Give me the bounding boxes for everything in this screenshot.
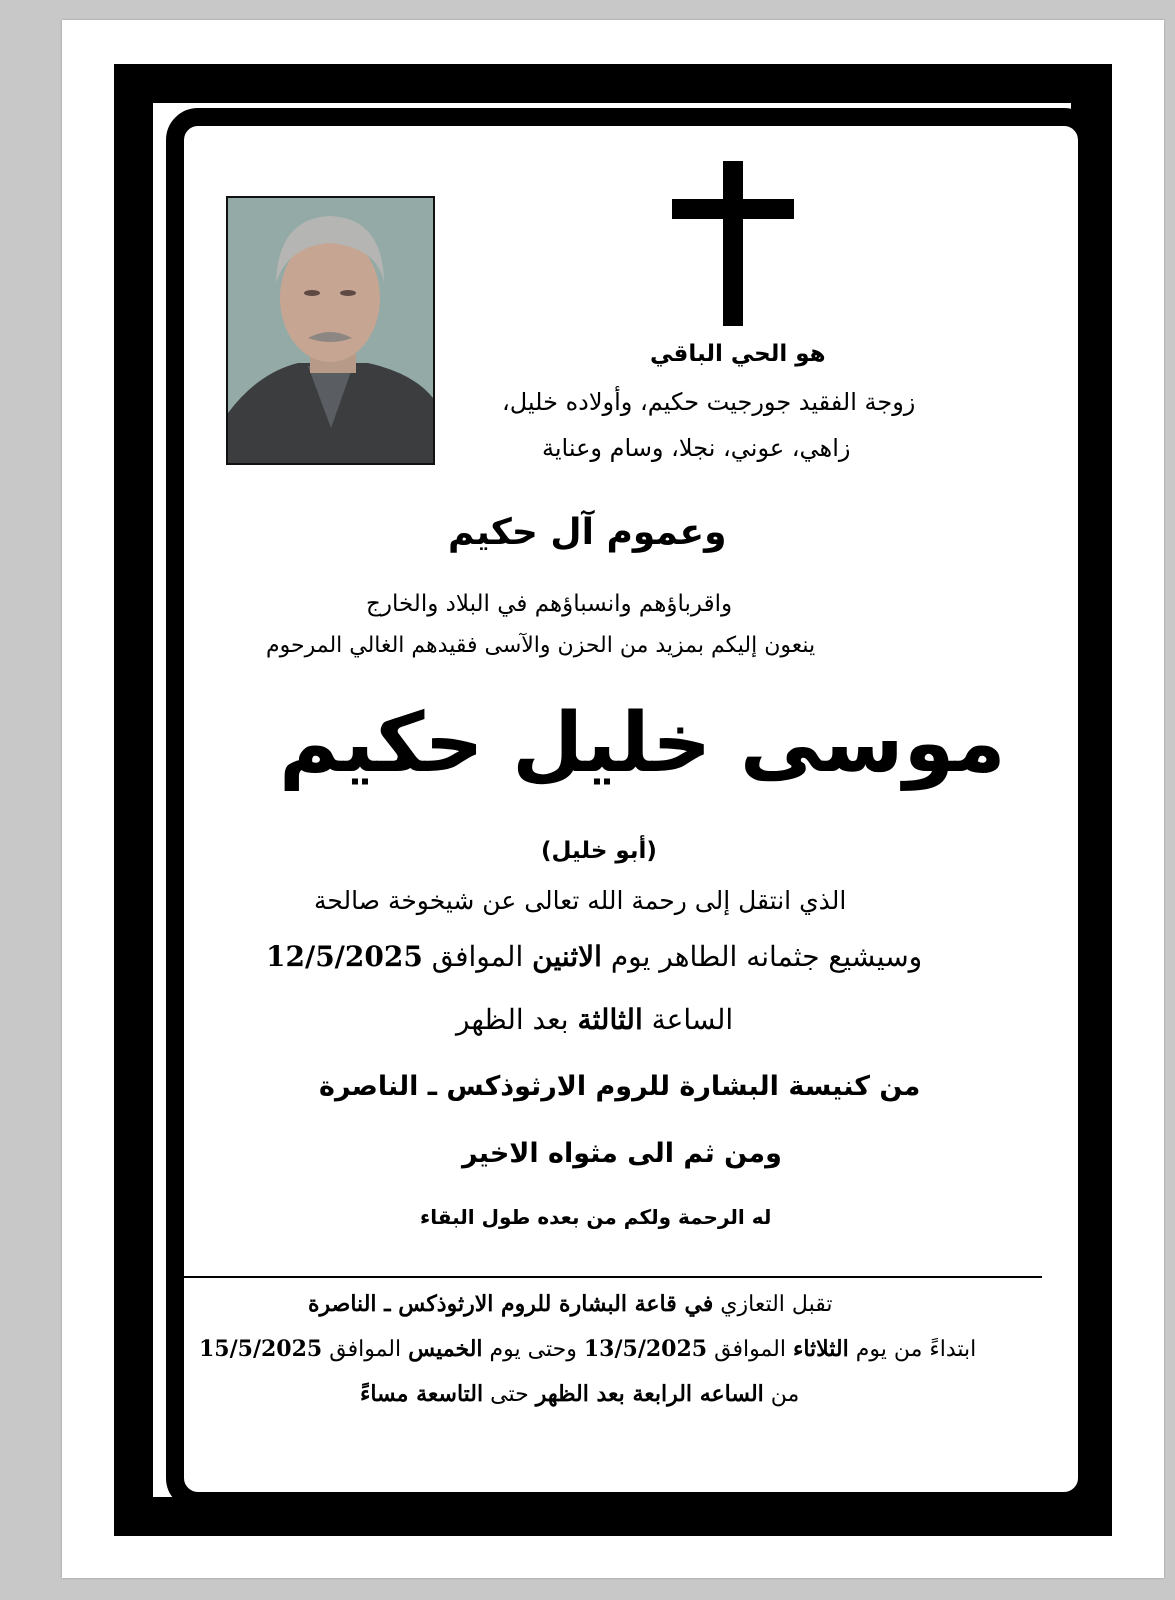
section-divider [184,1276,1042,1278]
condolence-date-1: 13/5/2025 [583,1336,708,1362]
document-page [62,20,1164,1578]
procession-day: الاثنين [532,940,602,973]
condolence-from: ابتداءً من يوم [855,1337,977,1362]
clan-line: وعموم آل حكيم [448,512,727,553]
portrait-photo [226,196,435,465]
condolence-start-time: الساعه الرابعة بعد الظهر [535,1381,764,1407]
condolence-corresponding-1: الموافق [714,1337,786,1362]
procession-date: 12/5/2025 [266,940,423,973]
condolence-day-1: الثلاثاء [792,1336,849,1362]
condolence-venue: في قاعة البشارة للروم الارثوذكس ـ الناصرة [308,1291,714,1317]
time-suffix: بعد الظهر [456,1003,569,1036]
condolence-end-time: التاسعة مساءً [360,1381,484,1407]
condolence-line-1 [308,1291,832,1317]
time-line [456,1003,733,1036]
condolence-prefix: تقبل التعازي [720,1292,833,1317]
condolence-day-2: الخميس [408,1336,483,1362]
white-band [153,103,1071,1497]
announce-line: ينعون إليكم بمزيد من الحزن والآسى فقيدهم الغالي المرحوم [266,633,816,658]
blessing-line: له الرحمة ولكم من بعده طول البقاء [420,1205,772,1229]
outer-black-frame [114,64,1112,1536]
condolence-until: وحتى يوم [489,1337,577,1362]
cross-icon [672,161,794,326]
time-hour: الثالثة [577,1003,643,1036]
family-line-1: زوجة الفقيد جورجيت حكيم، وأولاده خليل، [502,388,916,416]
condolence-time-from: من [770,1382,800,1407]
relatives-line: واقرباؤهم وانسباؤهم في البلاد والخارج [366,591,733,617]
resting-line: ومن ثم الى مثواه الاخير [462,1138,782,1169]
procession-prefix: وسيشيع جثمانه الطاهر يوم [610,940,923,973]
deceased-nickname: (أبو خليل) [541,838,657,864]
passed-line: الذي انتقل إلى رحمة الله تعالى عن شيخوخة صالحة [314,886,847,915]
deceased-name: موسى خليل حكيم [279,696,1006,791]
church-line: من كنيسة البشارة للروم الارثوذكس ـ الناصرة [319,1071,921,1102]
condolence-time-until: حتى [490,1382,529,1407]
condolence-corresponding-2: الموافق [329,1337,402,1362]
procession-mid: الموافق [431,940,524,973]
condolence-line-3 [360,1381,799,1407]
condolence-line-2 [199,1336,976,1362]
time-prefix: الساعة [651,1003,734,1036]
intro-line: هو الحي الباقي [650,341,826,367]
procession-line [266,940,922,973]
inner-rounded-frame [166,108,1096,1510]
condolence-date-2: 15/5/2025 [199,1336,323,1362]
obituary-content [184,126,1042,1456]
family-line-2: زاهي، عوني، نجلا، وسام وعناية [542,434,851,462]
